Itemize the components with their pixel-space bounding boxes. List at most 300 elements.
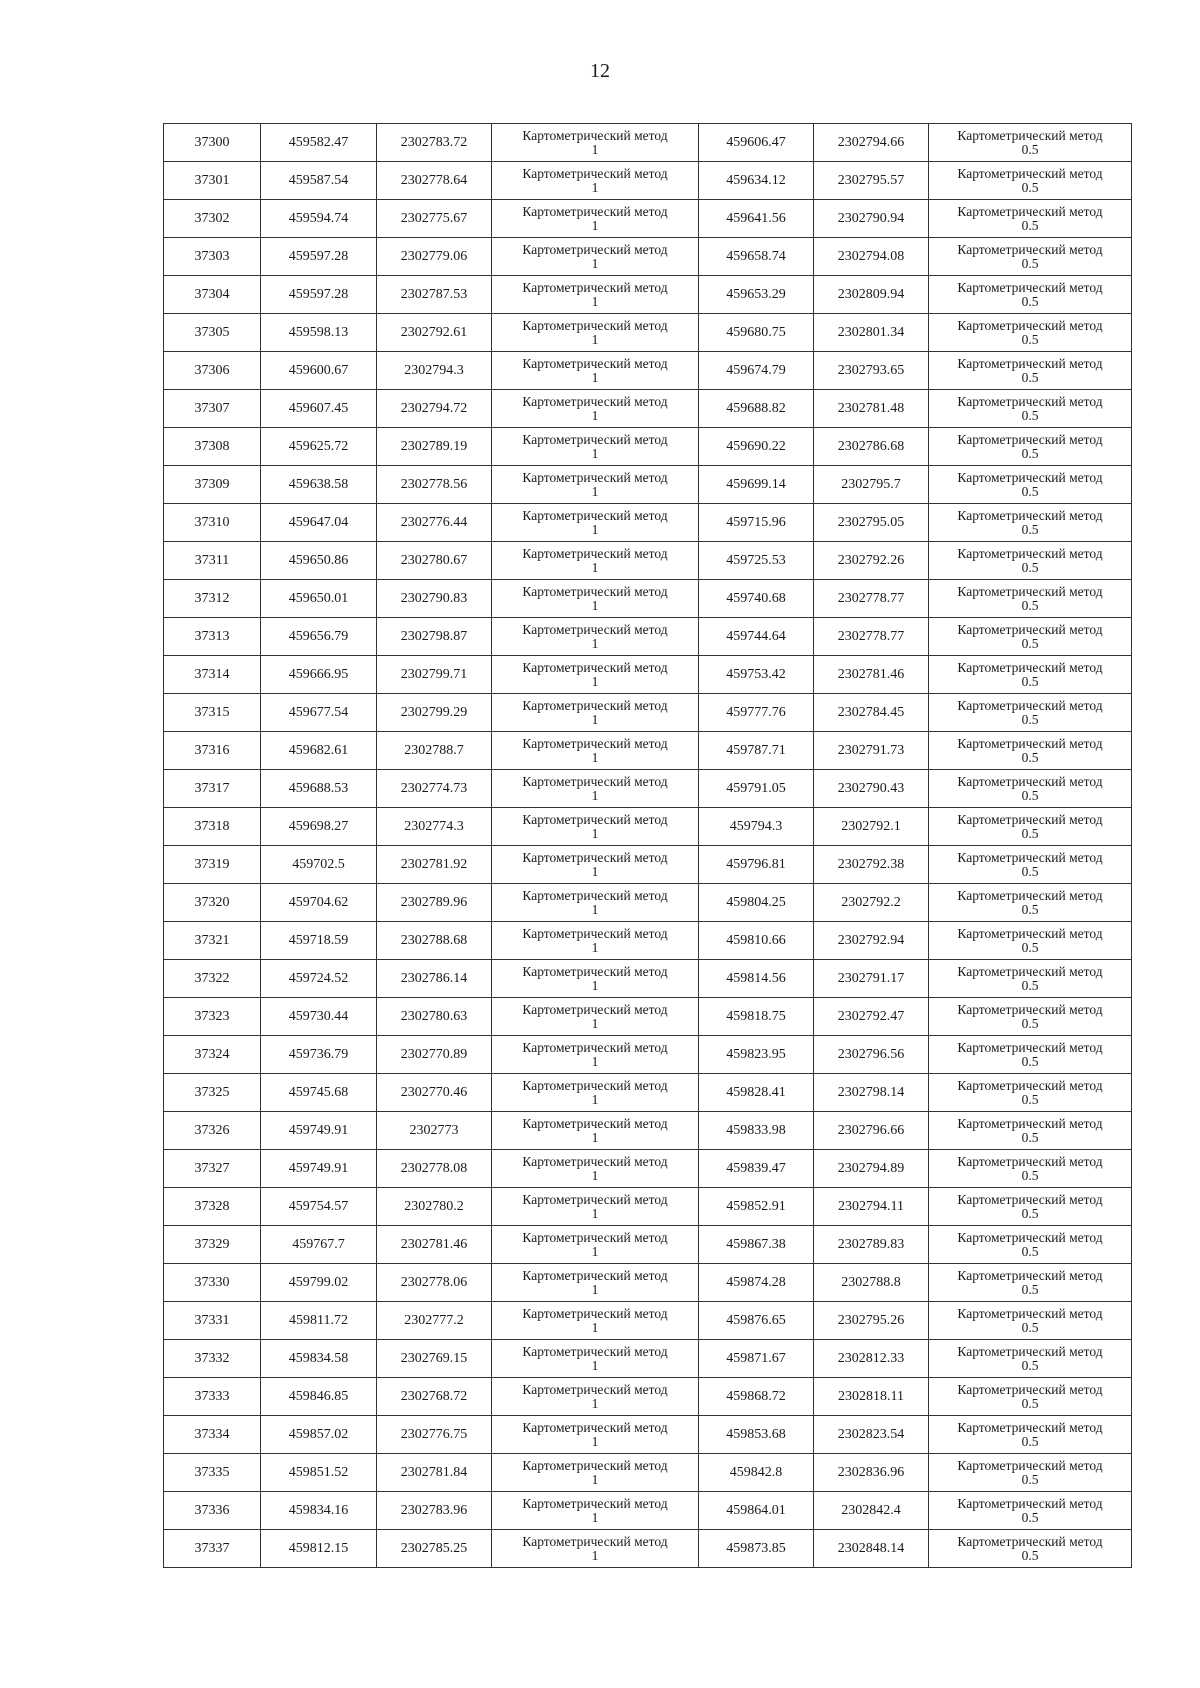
accuracy-value: 0.5 [1021,1471,1039,1487]
accuracy-value: 0.5 [1021,407,1039,423]
y-coordinate-cell: 2302792.61 [377,314,492,352]
x-coordinate-cell: 459753.42 [699,656,814,694]
x-coordinate-cell: 459853.68 [699,1416,814,1454]
x-coordinate-cell: 459730.44 [261,998,377,1036]
table-row [164,998,1132,1036]
point-number-cell: 37333 [164,1378,261,1416]
accuracy-value: 0.5 [1021,787,1039,803]
point-number-cell: 37335 [164,1454,261,1492]
method-label: Картометрический метод [957,1001,1103,1017]
method-label: Картометрический метод [522,1419,668,1435]
method-accuracy-cell [492,732,699,770]
accuracy-value: 0.5 [1021,1053,1039,1069]
point-number-cell: 37327 [164,1150,261,1188]
x-coordinate-cell: 459787.71 [699,732,814,770]
method-label: Картометрический метод [522,1305,668,1321]
method-label: Картометрический метод [957,583,1103,599]
accuracy-value: 0.5 [1021,825,1039,841]
method-accuracy-cell [929,884,1132,922]
y-coordinate-cell: 2302780.67 [377,542,492,580]
y-coordinate-cell: 2302798.14 [814,1074,929,1112]
y-coordinate-cell: 2302794.89 [814,1150,929,1188]
y-coordinate-cell: 2302780.63 [377,998,492,1036]
method-accuracy-cell [492,922,699,960]
method-label: Картометрический метод [957,621,1103,637]
table-row [164,656,1132,694]
y-coordinate-cell: 2302790.83 [377,580,492,618]
point-number-cell: 37312 [164,580,261,618]
method-accuracy-cell [929,580,1132,618]
y-coordinate-cell: 2302792.1 [814,808,929,846]
method-accuracy-cell [929,1036,1132,1074]
y-coordinate-cell: 2302776.75 [377,1416,492,1454]
accuracy-value: 0.5 [1021,293,1039,309]
table-row [164,504,1132,542]
method-accuracy-cell [929,694,1132,732]
method-label: Картометрический метод [522,925,668,941]
x-coordinate-cell: 459656.79 [261,618,377,656]
point-number-cell: 37313 [164,618,261,656]
accuracy-value: 0.5 [1021,445,1039,461]
y-coordinate-cell: 2302779.06 [377,238,492,276]
point-number-cell: 37311 [164,542,261,580]
method-accuracy-cell [492,276,699,314]
x-coordinate-cell: 459796.81 [699,846,814,884]
y-coordinate-cell: 2302794.72 [377,390,492,428]
x-coordinate-cell: 459754.57 [261,1188,377,1226]
y-coordinate-cell: 2302788.68 [377,922,492,960]
point-number-cell: 37308 [164,428,261,466]
y-coordinate-cell: 2302792.47 [814,998,929,1036]
x-coordinate-cell: 459647.04 [261,504,377,542]
y-coordinate-cell: 2302770.46 [377,1074,492,1112]
table-row [164,1226,1132,1264]
table-row [164,960,1132,998]
method-accuracy-cell [929,998,1132,1036]
y-coordinate-cell: 2302781.46 [377,1226,492,1264]
y-coordinate-cell: 2302809.94 [814,276,929,314]
accuracy-value: 0.5 [1021,1395,1039,1411]
method-accuracy-cell [492,1226,699,1264]
method-label: Картометрический метод [522,469,668,485]
x-coordinate-cell: 459638.58 [261,466,377,504]
y-coordinate-cell: 2302786.68 [814,428,929,466]
y-coordinate-cell: 2302785.25 [377,1530,492,1568]
table-row [164,732,1132,770]
point-number-cell: 37331 [164,1302,261,1340]
method-label: Картометрический метод [957,355,1103,371]
method-label: Картометрический метод [522,697,668,713]
method-accuracy-cell [492,618,699,656]
method-label: Картометрический метод [957,469,1103,485]
x-coordinate-cell: 459852.91 [699,1188,814,1226]
y-coordinate-cell: 2302795.7 [814,466,929,504]
method-accuracy-cell [492,1188,699,1226]
point-number-cell: 37302 [164,200,261,238]
x-coordinate-cell: 459699.14 [699,466,814,504]
method-label: Картометрический метод [957,1077,1103,1093]
x-coordinate-cell: 459871.67 [699,1340,814,1378]
accuracy-value: 0.5 [1021,217,1039,233]
method-label: Картометрический метод [957,1343,1103,1359]
x-coordinate-cell: 459794.3 [699,808,814,846]
x-coordinate-cell: 459634.12 [699,162,814,200]
y-coordinate-cell: 2302793.65 [814,352,929,390]
y-coordinate-cell: 2302787.53 [377,276,492,314]
method-accuracy-cell [929,770,1132,808]
y-coordinate-cell: 2302792.94 [814,922,929,960]
accuracy-value: 1 [591,217,599,233]
method-label: Картометрический метод [957,393,1103,409]
accuracy-value: 1 [591,293,599,309]
x-coordinate-cell: 459777.76 [699,694,814,732]
x-coordinate-cell: 459698.27 [261,808,377,846]
y-coordinate-cell: 2302788.8 [814,1264,929,1302]
accuracy-value: 0.5 [1021,559,1039,575]
y-coordinate-cell: 2302784.45 [814,694,929,732]
method-label: Картометрический метод [522,545,668,561]
y-coordinate-cell: 2302836.96 [814,1454,929,1492]
method-label: Картометрический метод [957,1533,1103,1549]
x-coordinate-cell: 459606.47 [699,124,814,162]
y-coordinate-cell: 2302795.57 [814,162,929,200]
method-label: Картометрический метод [522,1039,668,1055]
accuracy-value: 0.5 [1021,483,1039,499]
accuracy-value: 0.5 [1021,711,1039,727]
accuracy-value: 1 [591,179,599,195]
y-coordinate-cell: 2302783.72 [377,124,492,162]
x-coordinate-cell: 459704.62 [261,884,377,922]
y-coordinate-cell: 2302781.84 [377,1454,492,1492]
y-coordinate-cell: 2302789.19 [377,428,492,466]
y-coordinate-cell: 2302778.08 [377,1150,492,1188]
method-accuracy-cell [492,466,699,504]
method-accuracy-cell [492,390,699,428]
x-coordinate-cell: 459811.72 [261,1302,377,1340]
x-coordinate-cell: 459839.47 [699,1150,814,1188]
x-coordinate-cell: 459749.91 [261,1150,377,1188]
method-label: Картометрический метод [957,203,1103,219]
accuracy-value: 1 [591,1471,599,1487]
x-coordinate-cell: 459641.56 [699,200,814,238]
method-label: Картометрический метод [522,1077,668,1093]
x-coordinate-cell: 459607.45 [261,390,377,428]
method-label: Картометрический метод [522,1343,668,1359]
method-label: Картометрический метод [957,811,1103,827]
method-label: Картометрический метод [522,1495,668,1511]
y-coordinate-cell: 2302790.43 [814,770,929,808]
x-coordinate-cell: 459653.29 [699,276,814,314]
method-accuracy-cell [492,428,699,466]
y-coordinate-cell: 2302783.96 [377,1492,492,1530]
accuracy-value: 0.5 [1021,521,1039,537]
method-label: Картометрический метод [522,773,668,789]
y-coordinate-cell: 2302798.87 [377,618,492,656]
x-coordinate-cell: 459688.53 [261,770,377,808]
table-row [164,694,1132,732]
method-accuracy-cell [492,1378,699,1416]
y-coordinate-cell: 2302791.73 [814,732,929,770]
y-coordinate-cell: 2302795.05 [814,504,929,542]
x-coordinate-cell: 459598.13 [261,314,377,352]
table-row [164,846,1132,884]
table-row [164,200,1132,238]
accuracy-value: 1 [591,1281,599,1297]
method-label: Картометрический метод [522,1115,668,1131]
y-coordinate-cell: 2302791.17 [814,960,929,998]
method-accuracy-cell [929,200,1132,238]
method-accuracy-cell [929,1188,1132,1226]
x-coordinate-cell: 459828.41 [699,1074,814,1112]
x-coordinate-cell: 459874.28 [699,1264,814,1302]
method-label: Картометрический метод [957,507,1103,523]
method-label: Картометрический метод [522,1381,668,1397]
method-accuracy-cell [492,1074,699,1112]
y-coordinate-cell: 2302796.66 [814,1112,929,1150]
x-coordinate-cell: 459724.52 [261,960,377,998]
accuracy-value: 1 [591,939,599,955]
method-accuracy-cell [929,922,1132,960]
x-coordinate-cell: 459867.38 [699,1226,814,1264]
point-number-cell: 37319 [164,846,261,884]
method-label: Картометрический метод [522,507,668,523]
accuracy-value: 1 [591,483,599,499]
table-row [164,390,1132,428]
x-coordinate-cell: 459594.74 [261,200,377,238]
accuracy-value: 1 [591,749,599,765]
point-number-cell: 37301 [164,162,261,200]
point-number-cell: 37321 [164,922,261,960]
method-label: Картометрический метод [522,621,668,637]
accuracy-value: 0.5 [1021,901,1039,917]
accuracy-value: 1 [591,1015,599,1031]
method-label: Картометрический метод [522,1533,668,1549]
accuracy-value: 1 [591,863,599,879]
accuracy-value: 1 [591,901,599,917]
method-label: Картометрический метод [957,887,1103,903]
y-coordinate-cell: 2302778.56 [377,466,492,504]
y-coordinate-cell: 2302796.56 [814,1036,929,1074]
method-accuracy-cell [929,1302,1132,1340]
method-accuracy-cell [929,1112,1132,1150]
method-accuracy-cell [929,1150,1132,1188]
y-coordinate-cell: 2302848.14 [814,1530,929,1568]
x-coordinate-cell: 459834.58 [261,1340,377,1378]
method-label: Картометрический метод [957,925,1103,941]
x-coordinate-cell: 459804.25 [699,884,814,922]
accuracy-value: 1 [591,1053,599,1069]
point-number-cell: 37300 [164,124,261,162]
method-label: Картометрический метод [957,1267,1103,1283]
method-accuracy-cell [929,504,1132,542]
method-label: Картометрический метод [522,127,668,143]
x-coordinate-cell: 459690.22 [699,428,814,466]
x-coordinate-cell: 459767.7 [261,1226,377,1264]
method-label: Картометрический метод [522,317,668,333]
method-accuracy-cell [492,1264,699,1302]
table-row [164,618,1132,656]
method-accuracy-cell [492,694,699,732]
method-accuracy-cell [492,1416,699,1454]
accuracy-value: 0.5 [1021,597,1039,613]
table-row [164,1264,1132,1302]
accuracy-value: 0.5 [1021,1433,1039,1449]
method-accuracy-cell [492,1492,699,1530]
method-accuracy-cell [929,1074,1132,1112]
accuracy-value: 1 [591,1243,599,1259]
table-row [164,428,1132,466]
accuracy-value: 0.5 [1021,1547,1039,1563]
accuracy-value: 1 [591,407,599,423]
table-row [164,1378,1132,1416]
method-label: Картометрический метод [957,127,1103,143]
method-label: Картометрический метод [522,165,668,181]
accuracy-value: 0.5 [1021,141,1039,157]
method-accuracy-cell [929,732,1132,770]
method-accuracy-cell [492,1340,699,1378]
y-coordinate-cell: 2302801.34 [814,314,929,352]
y-coordinate-cell: 2302795.26 [814,1302,929,1340]
x-coordinate-cell: 459715.96 [699,504,814,542]
point-number-cell: 37306 [164,352,261,390]
table-row [164,1340,1132,1378]
method-accuracy-cell [929,390,1132,428]
method-label: Картометрический метод [522,1191,668,1207]
x-coordinate-cell: 459799.02 [261,1264,377,1302]
method-label: Картометрический метод [957,1153,1103,1169]
point-number-cell: 37316 [164,732,261,770]
table-row [164,1112,1132,1150]
method-accuracy-cell [929,960,1132,998]
method-label: Картометрический метод [522,849,668,865]
method-label: Картометрический метод [957,165,1103,181]
x-coordinate-cell: 459846.85 [261,1378,377,1416]
method-accuracy-cell [929,276,1132,314]
x-coordinate-cell: 459674.79 [699,352,814,390]
x-coordinate-cell: 459682.61 [261,732,377,770]
y-coordinate-cell: 2302790.94 [814,200,929,238]
point-number-cell: 37322 [164,960,261,998]
method-label: Картометрический метод [957,317,1103,333]
method-accuracy-cell [492,770,699,808]
accuracy-value: 1 [591,673,599,689]
y-coordinate-cell: 2302794.08 [814,238,929,276]
point-number-cell: 37305 [164,314,261,352]
point-number-cell: 37320 [164,884,261,922]
point-number-cell: 37310 [164,504,261,542]
table-row [164,580,1132,618]
accuracy-value: 1 [591,521,599,537]
method-accuracy-cell [929,1492,1132,1530]
accuracy-value: 1 [591,1319,599,1335]
x-coordinate-cell: 459818.75 [699,998,814,1036]
accuracy-value: 0.5 [1021,635,1039,651]
table-row [164,1530,1132,1568]
accuracy-value: 0.5 [1021,1167,1039,1183]
accuracy-value: 1 [591,1509,599,1525]
table-row [164,276,1132,314]
accuracy-value: 1 [591,141,599,157]
point-number-cell: 37304 [164,276,261,314]
accuracy-value: 1 [591,711,599,727]
table-row [164,314,1132,352]
y-coordinate-cell: 2302842.4 [814,1492,929,1530]
table-row [164,1302,1132,1340]
y-coordinate-cell: 2302792.2 [814,884,929,922]
point-number-cell: 37315 [164,694,261,732]
y-coordinate-cell: 2302788.7 [377,732,492,770]
point-number-cell: 37330 [164,1264,261,1302]
y-coordinate-cell: 2302812.33 [814,1340,929,1378]
accuracy-value: 0.5 [1021,749,1039,765]
method-label: Картометрический метод [522,1457,668,1473]
point-number-cell: 37332 [164,1340,261,1378]
y-coordinate-cell: 2302789.96 [377,884,492,922]
y-coordinate-cell: 2302773 [377,1112,492,1150]
table-row [164,1036,1132,1074]
table-row [164,124,1132,162]
accuracy-value: 0.5 [1021,255,1039,271]
method-label: Картометрический метод [522,963,668,979]
x-coordinate-cell: 459834.16 [261,1492,377,1530]
method-label: Картометрический метод [522,1001,668,1017]
method-accuracy-cell [492,1112,699,1150]
accuracy-value: 1 [591,1091,599,1107]
accuracy-value: 0.5 [1021,1357,1039,1373]
accuracy-value: 1 [591,825,599,841]
method-label: Картометрический метод [957,279,1103,295]
method-accuracy-cell [492,960,699,998]
x-coordinate-cell: 459745.68 [261,1074,377,1112]
method-accuracy-cell [929,1226,1132,1264]
method-label: Картометрический метод [522,241,668,257]
x-coordinate-cell: 459814.56 [699,960,814,998]
table-row [164,1074,1132,1112]
x-coordinate-cell: 459582.47 [261,124,377,162]
accuracy-value: 0.5 [1021,977,1039,993]
x-coordinate-cell: 459810.66 [699,922,814,960]
y-coordinate-cell: 2302792.26 [814,542,929,580]
method-label: Картометрический метод [522,1229,668,1245]
accuracy-value: 0.5 [1021,1319,1039,1335]
method-label: Картометрический метод [957,1115,1103,1131]
accuracy-value: 0.5 [1021,863,1039,879]
method-accuracy-cell [492,998,699,1036]
x-coordinate-cell: 459688.82 [699,390,814,428]
y-coordinate-cell: 2302823.54 [814,1416,929,1454]
x-coordinate-cell: 459677.54 [261,694,377,732]
method-label: Картометрический метод [957,241,1103,257]
method-label: Картометрический метод [957,773,1103,789]
method-label: Картометрический метод [957,431,1103,447]
accuracy-value: 1 [591,1167,599,1183]
method-accuracy-cell [929,1340,1132,1378]
method-label: Картометрический метод [957,1191,1103,1207]
accuracy-value: 1 [591,1547,599,1563]
method-accuracy-cell [492,1036,699,1074]
method-label: Картометрический метод [522,811,668,827]
method-label: Картометрический метод [957,1381,1103,1397]
method-accuracy-cell [492,1530,699,1568]
x-coordinate-cell: 459666.95 [261,656,377,694]
accuracy-value: 0.5 [1021,1091,1039,1107]
accuracy-value: 0.5 [1021,369,1039,385]
x-coordinate-cell: 459833.98 [699,1112,814,1150]
method-label: Картометрический метод [522,355,668,371]
accuracy-value: 0.5 [1021,179,1039,195]
method-accuracy-cell [492,504,699,542]
accuracy-value: 1 [591,559,599,575]
